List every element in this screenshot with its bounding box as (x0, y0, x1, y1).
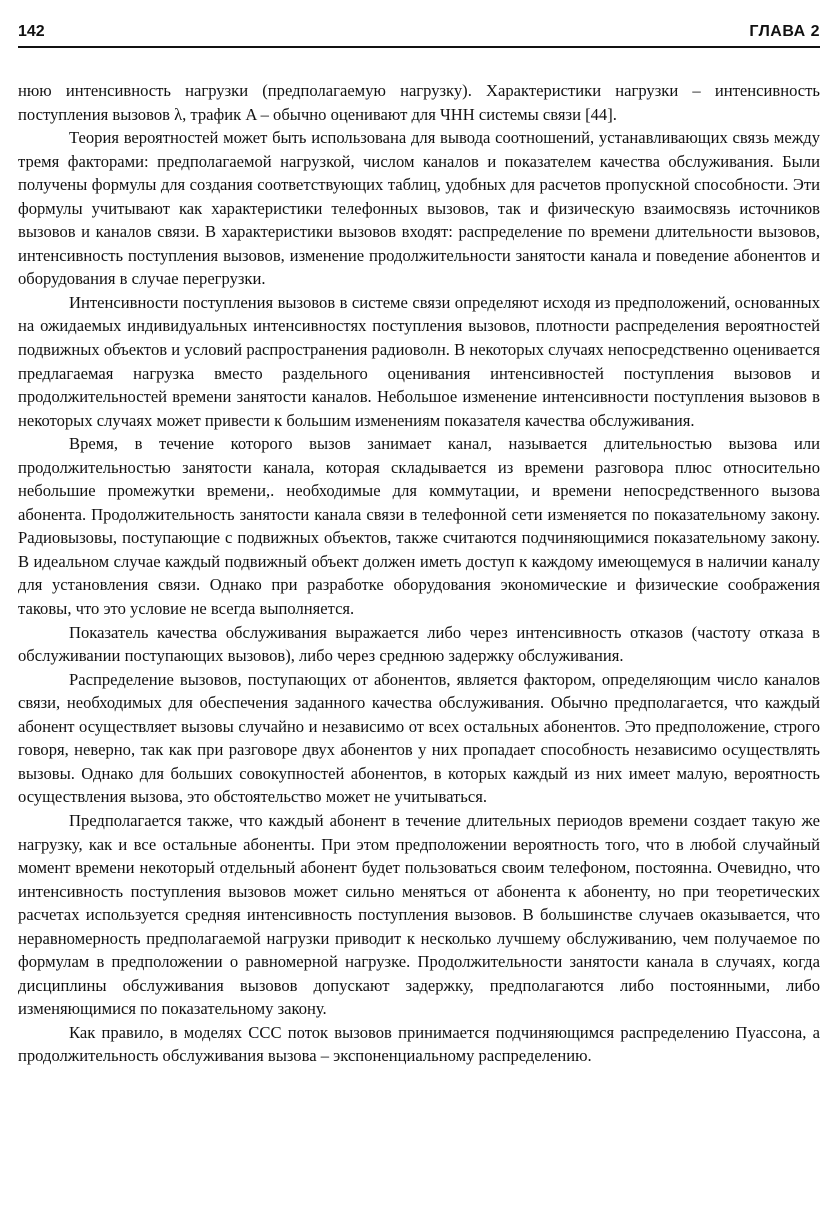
chapter-title: ГЛАВА 2 (749, 23, 820, 40)
header-rule (18, 46, 820, 48)
body-text (18, 79, 820, 1068)
page-number: 142 (18, 23, 45, 40)
paragraph: нюю интенсивность нагрузки (предполагаемую нагрузку). Характеристики нагрузки – интенсивность поступления вызовов λ, трафик A – обычно оценивают для ЧНН системы связи [44]. (18, 81, 820, 124)
paragraph: Показатель качества обслуживания выражается либо через интенсивность отказов (частоту отказа в обслуживании поступающих вызовов), либо через среднюю задержку обслуживания. (18, 622, 820, 666)
paragraph: Распределение вызовов, поступающих от абонентов, является фактором, определяющим число каналов связи, необходимых для обеспечения заданного качества обслуживания. Обычно предполагается, что каждый абонент осуществляет вызовы случайно и независимо от всех остальных абонентов. Это предположение, строго говоря, неверно, так как при разговоре двух абонентов у них пропадает способность независимо осуществлять вызовы. Однако для больших совокупностей абонентов, в которых каждый из них имеет малую, вероятность осуществления вызова, это обстоятельство может не учитываться. (18, 669, 820, 807)
paragraph: Теория вероятностей может быть использована для вывода соотношений, устанавливающих связь между тремя факторами: предполагаемой нагрузкой, числом каналов и показателем качества обслуживания. Были получены формулы для создания соответствующих таблиц, удобных для расчетов пропускной способности. Эти формулы учитывают как характеристики телефонных вызовов, так и физическую взаимосвязь источников вызовов и каналов связи. В характеристики вызовов входят: распределение по времени длительности вызовов, интенсивность поступления вызовов, изменение продолжительности занятости канала и поведение абонентов и оборудования в случае перегрузки. (18, 128, 820, 289)
running-header (18, 22, 820, 46)
paragraph: Интенсивности поступления вызовов в системе связи определяют исходя из предположений, основанных на ожидаемых индивидуальных интенсивностях поступления вызовов, плотности распределения вероятностей подвижных объектов и условий распространения радиоволн. В некоторых случаях непосредственно оценивается предлагаемая нагрузка вместо раздельного оценивания интенсивностей поступления вызовов и продолжительностей времени занятости каналов. Небольшое изменение интенсивности поступления вызовов в некоторых случаях может привести к большим изменениям показателя качества обслуживания. (18, 292, 820, 430)
paragraph: Предполагается также, что каждый абонент в течение длительных периодов времени создает такую же нагрузку, как и все остальные абоненты. При этом предположении вероятность того, что в любой случайный момент времени некоторый отдельный абонент будет пользоваться своим телефоном, постоянна. Очевидно, что интенсивность поступления вызовов может сильно меняться от абонента к абоненту, но при теоретических расчетах используется средняя интенсивность поступления вызовов. В большинстве случаев оказывается, что неравномерность предполагаемой нагрузки приводит к несколько лучшему обслуживанию, чем получаемое по формулам в предположении о равномерной нагрузке. Продолжительности занятости канала в случаях, когда дисциплины обслуживания вызовов допускают задержку, предполагаются либо постоянными, либо изменяющимися по показательному закону. (18, 810, 820, 1019)
paragraph: Время, в течение которого вызов занимает канал, называется длительностью вызова или продолжительностью занятости канала, которая складывается из времени разговора плюс относительно небольшие промежутки времени,. необходимые для коммутации, и времени непосредственного вызова абонента. Продолжительность занятости канала связи в телефонной сети изменяется по показательному закону. Радиовызовы, поступающие с подвижных объектов, также считаются подчиняющимися показательному закону. В идеальном случае каждый подвижный объект должен иметь доступ к каждому имеющемуся в наличии каналу для установления связи. Однако при разработке оборудования экономические и физические соображения таковы, что это условие не всегда выполняется. (18, 434, 820, 619)
paragraph: Как правило, в моделях ССС поток вызовов принимается подчиняющимся распределению Пуассона, а продолжительность обслуживания вызова – экспоненциальному распределению. (18, 1022, 820, 1066)
